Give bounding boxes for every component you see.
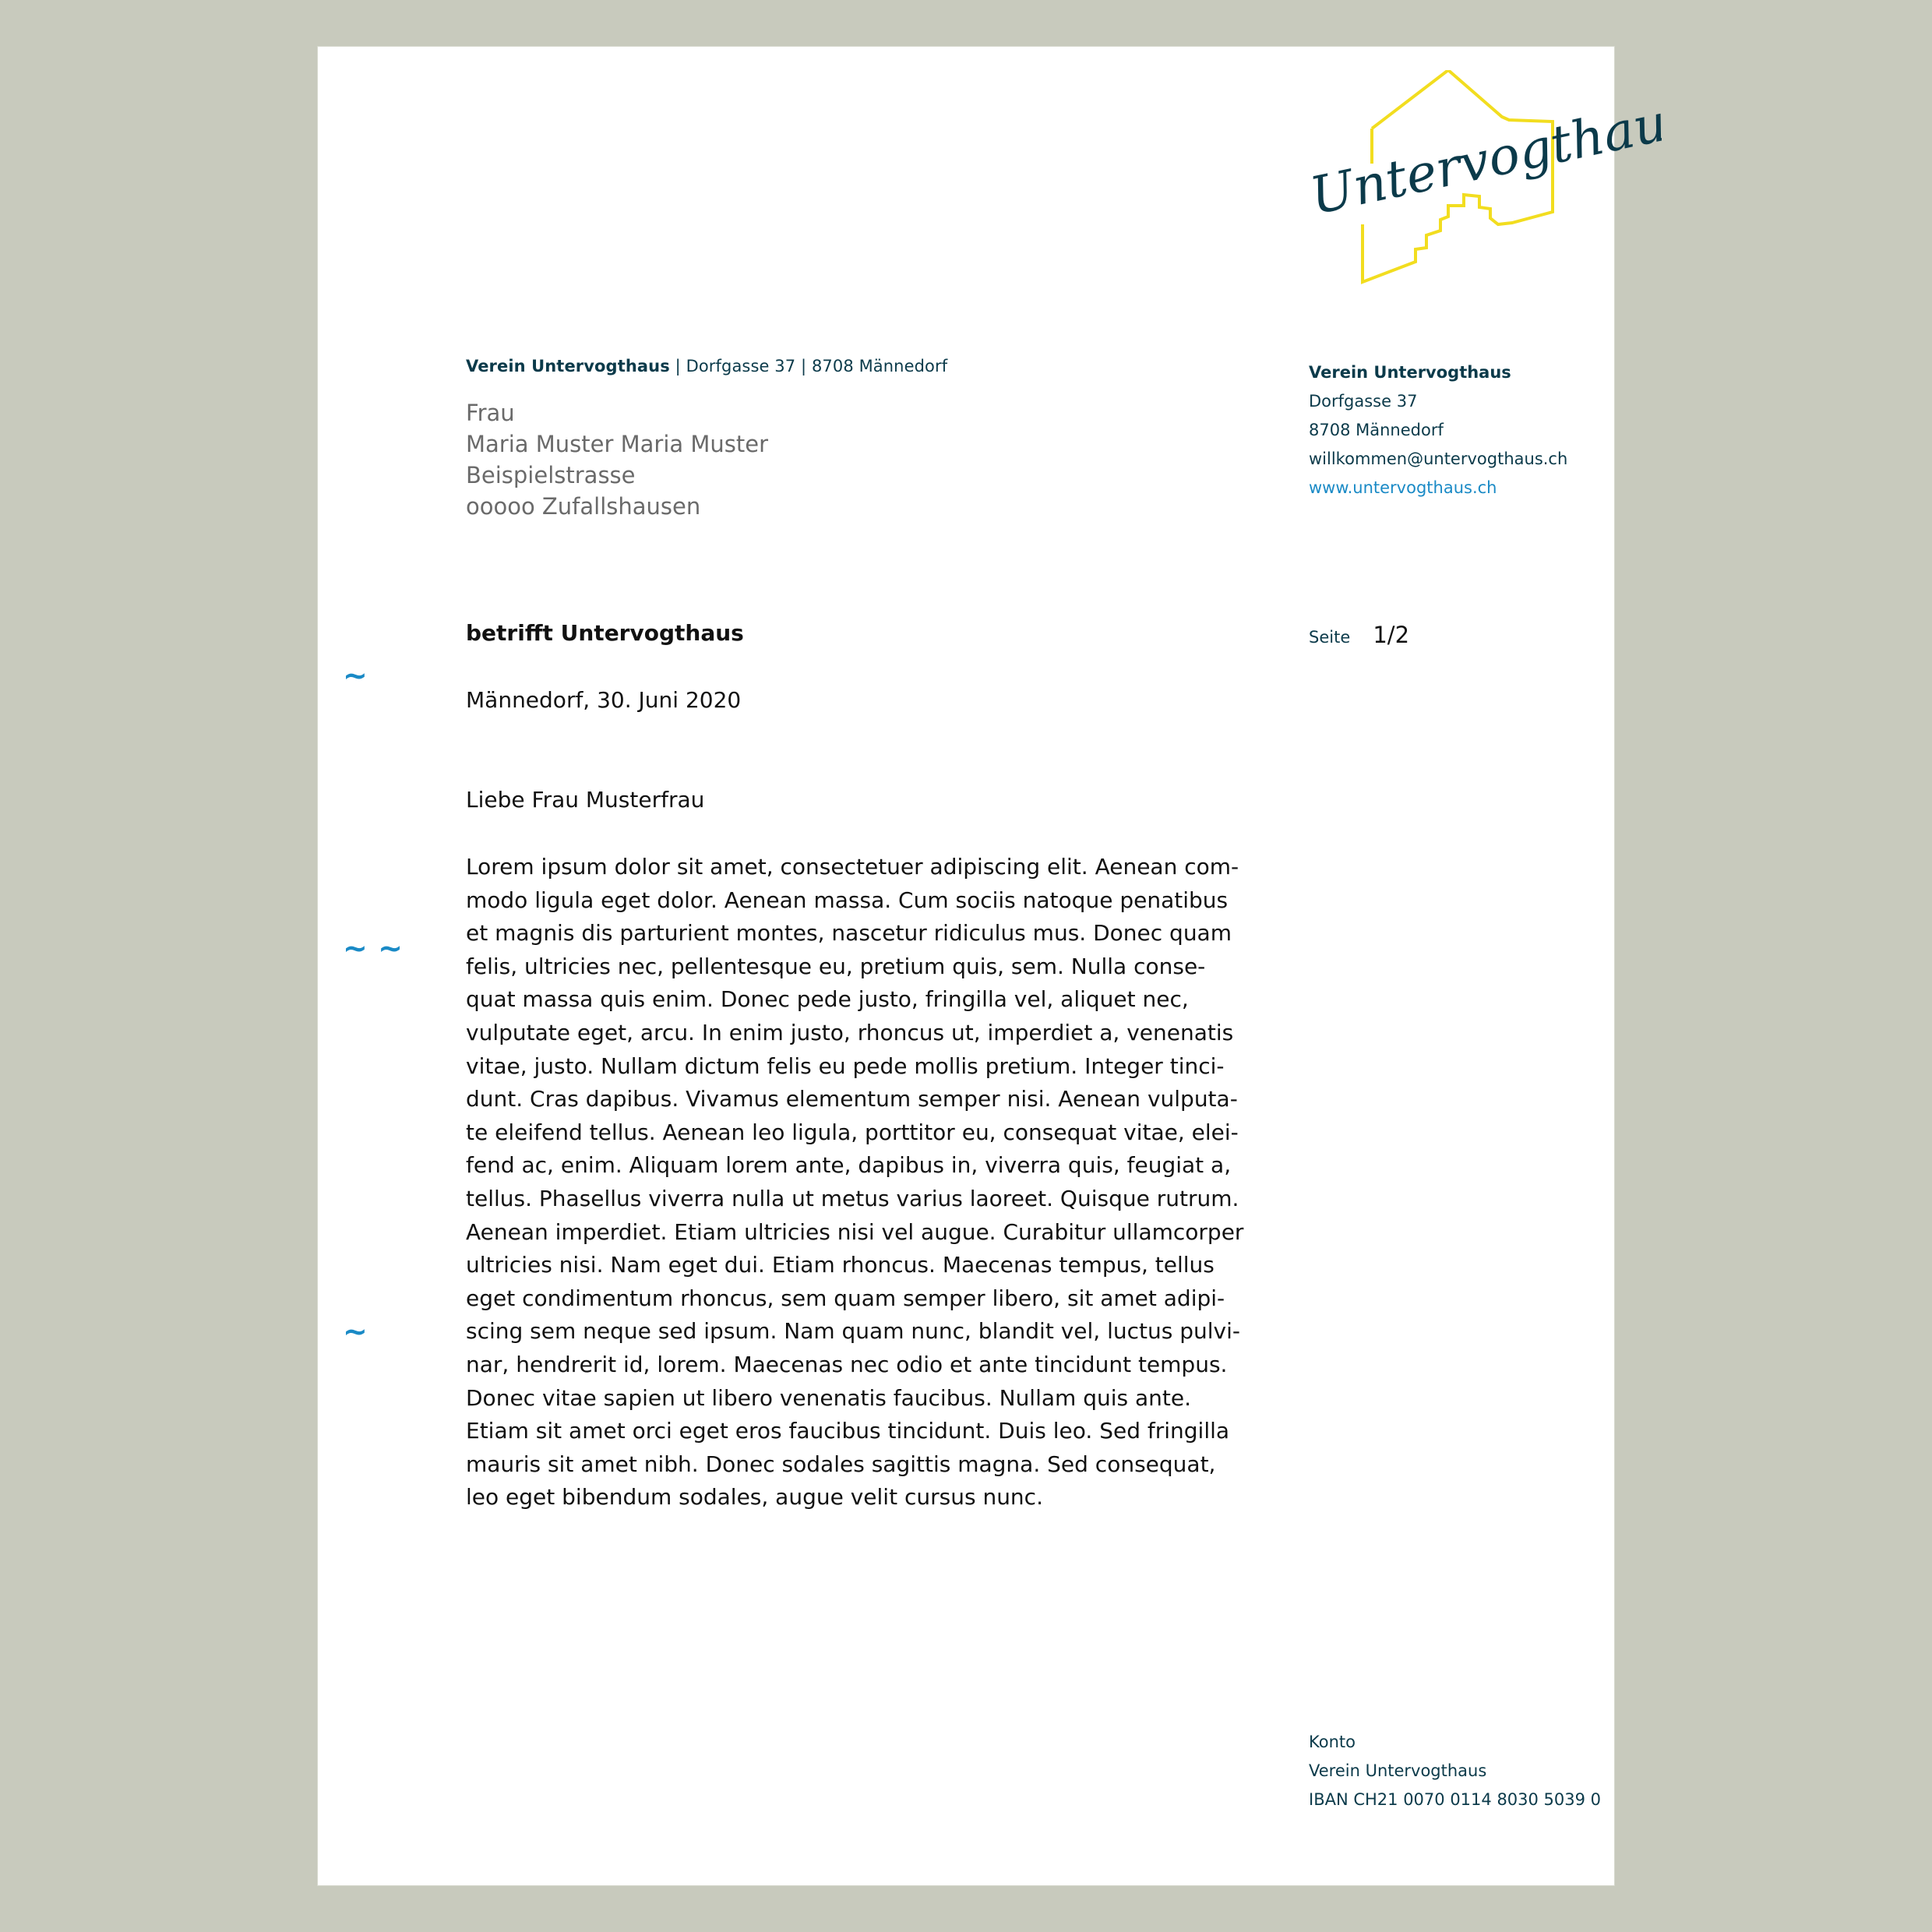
contact-email[interactable]: willkommen@untervogthaus.ch [1309, 450, 1568, 468]
contact-org: Verein Untervogthaus [1309, 363, 1511, 382]
letter-page [318, 47, 1662, 1885]
salutation: Liebe Frau Musterfrau [466, 787, 705, 813]
body-line: te eleifend tellus. Aenean leo ligula, porttitor eu, consequat vitae, elei- [466, 1119, 1239, 1145]
body-line: dunt. Cras dapibus. Vivamus elementum semper nisi. Aenean vulputa- [466, 1086, 1238, 1112]
contact-city: 8708 Männedorf [1309, 421, 1444, 439]
untervogthaus-logo [1233, 70, 1662, 327]
house-outline-logo-icon [1233, 70, 1662, 327]
body-line: et magnis dis parturient montes, nascetur ridiculus mus. Donec quam [466, 920, 1232, 947]
body-line: tellus. Phasellus viverra nulla ut metus varius laoreet. Quisque rutrum. [466, 1185, 1239, 1211]
letter-subject: betrifft Untervogthaus [466, 620, 744, 646]
fold-mark-middle: ~ ~ [343, 931, 403, 965]
bank-account-block [1309, 1728, 1601, 1814]
svg-text:Untervogthaus: Untervogthaus [1305, 86, 1662, 227]
fold-mark-bottom: ~ [343, 1314, 368, 1349]
sender-org: Verein Untervogthaus [466, 357, 670, 375]
separator: | [675, 357, 681, 375]
body-line: nar, hendrerit id, lorem. Maecenas nec odio et ante tincidunt tempus. [466, 1351, 1228, 1377]
account-iban: IBAN CH21 0070 0114 8030 5039 0 [1309, 1790, 1602, 1809]
body-line: quat massa quis enim. Donec pede justo, fringilla vel, aliquet nec, [466, 986, 1189, 1013]
contact-street: Dorfgasse 37 [1309, 392, 1418, 411]
body-line: vulputate eget, arcu. In enim justo, rhoncus ut, imperdiet a, venenatis [466, 1019, 1234, 1045]
contact-block [1309, 358, 1567, 502]
account-holder: Verein Untervogthaus [1309, 1761, 1487, 1780]
body-line: Donec vitae sapien ut libero venenatis faucibus. Nullam quis ante. [466, 1384, 1191, 1411]
body-line: mauris sit amet nibh. Donec sodales sagittis magna. Sed consequat, [466, 1451, 1216, 1477]
body-line: vitae, justo. Nullam dictum felis eu pede mollis pretium. Integer tinci- [466, 1052, 1225, 1079]
body-line: modo ligula eget dolor. Aenean massa. Cum sociis natoque penatibus [466, 887, 1229, 913]
recipient-street: Beispielstrasse [466, 462, 636, 488]
letter-body [466, 851, 1246, 1514]
separator: | [801, 357, 807, 375]
body-line: eget condimentum rhoncus, sem quam semper libero, sit amet adipi- [466, 1285, 1225, 1311]
sender-address-line [466, 357, 947, 375]
page-indicator [1309, 622, 1409, 648]
recipient-city: ooooo Zufallshausen [466, 493, 701, 520]
recipient-title: Frau [466, 400, 515, 426]
body-line: Lorem ipsum dolor sit amet, consectetuer adipiscing elit. Aenean com- [466, 854, 1239, 880]
page-number: 1/2 [1373, 622, 1410, 648]
body-line: leo eget bibendum sodales, augue velit cursus nunc. [466, 1484, 1043, 1511]
body-line: Etiam sit amet orci eget eros faucibus tincidunt. Duis leo. Sed fringilla [466, 1418, 1230, 1444]
recipient-address [466, 397, 768, 522]
body-line: Aenean imperdiet. Etiam ultricies nisi vel augue. Curabitur ullamcorper [466, 1218, 1244, 1245]
body-line: scing sem neque sed ipsum. Nam quam nunc, blandit vel, luctus pulvi- [466, 1318, 1240, 1345]
sender-city: 8708 Männedorf [811, 357, 948, 375]
recipient-name: Maria Muster Maria Muster [466, 431, 769, 457]
letter-date: Männedorf, 30. Juni 2020 [466, 687, 742, 713]
contact-website-link[interactable]: www.untervogthaus.ch [1309, 478, 1497, 497]
sender-street: Dorfgasse 37 [686, 357, 796, 375]
body-line: fend ac, enim. Aliquam lorem ante, dapibus in, viverra quis, feugiat a, [466, 1152, 1232, 1179]
fold-mark-top: ~ [343, 658, 368, 693]
body-line: felis, ultricies nec, pellentesque eu, pretium quis, sem. Nulla conse- [466, 953, 1206, 979]
body-line: ultricies nisi. Nam eget dui. Etiam rhoncus. Maecenas tempus, tellus [466, 1252, 1215, 1278]
account-label: Konto [1309, 1733, 1356, 1751]
page-label: Seite [1309, 628, 1351, 647]
